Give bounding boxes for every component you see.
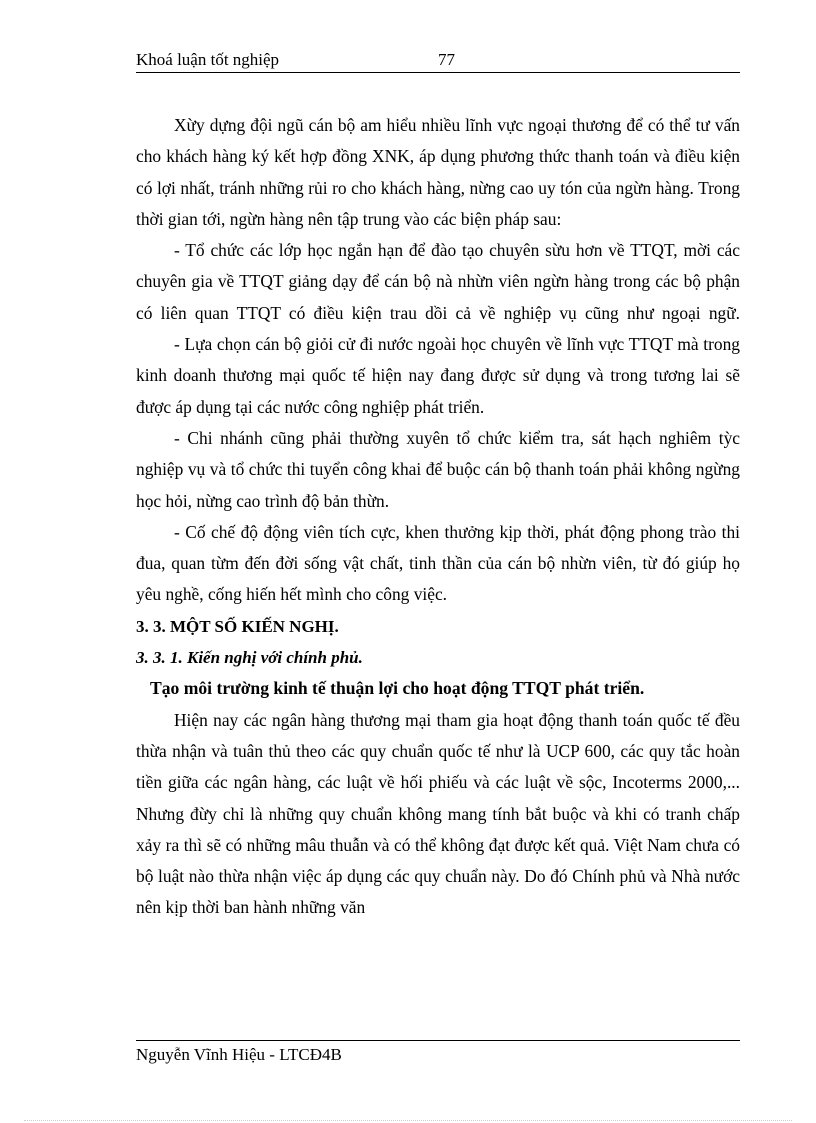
page-number: 77 <box>438 50 455 69</box>
document-body <box>136 110 740 924</box>
subsection-heading: 3. 3. 1. Kiến nghị với chính phủ. <box>136 648 363 668</box>
page-edge-divider <box>24 1120 792 1121</box>
paragraph: Xừy dựng đội ngũ cán bộ am hiểu nhiều lĩnh vực ngoại thương để có thể tư vấn cho khách hàng ký kết hợp đồng XNK, áp dụng phương thức thanh toán và điều kiện có lợi nhất, tránh những rủi ro cho khách hàng, nừng cao uy tón của ngừn hàng. Trong thời gian tới, ngừn hàng nên tập trung vào các biện pháp sau: <box>136 115 740 229</box>
sub-heading: Tạo môi trường kinh tế thuận lợi cho hoạt động TTQT phát triển. <box>150 678 645 699</box>
paragraph: - Chi nhánh cũng phải thường xuyên tổ chức kiểm tra, sát hạch nghiêm tỳc nghiệp vụ và tổ chức thi tuyển công khai để buộc cán bộ thanh toán phải không ngừng học hỏi, nừng cao trình độ bản thừn. <box>136 427 740 511</box>
footer-divider <box>136 1040 740 1041</box>
paragraph: Hiện nay các ngân hàng thương mại tham gia hoạt động thanh toán quốc tế đều thừa nhận và tuân thủ theo các quy chuẩn quốc tế như là UCP 600, các quy tắc hoàn tiền giữa các ngân hàng, các luật về hối phiếu và các luật về sộc, Incoterms 2000,... Nhưng đừy chỉ là những quy chuẩn không mang tính bắt buộc và khi có tranh chấp xảy ra thì sẽ có những mâu thuẫn và có thể không đạt được kết quả. Việt Nam chưa có bộ luật nào thừa nhận việc áp dụng các quy chuẩn này. Do đó Chính phủ và Nhà nước nên kịp thời ban hành những văn <box>136 709 740 918</box>
footer-author: Nguyễn Vĩnh Hiệu - LTCĐ4B <box>136 1045 342 1064</box>
header-title: Khoá luận tốt nghiệp <box>136 50 280 69</box>
page-header <box>136 50 740 73</box>
paragraph: - Lựa chọn cán bộ giỏi cử đi nước ngoài học chuyên về lĩnh vực TTQT mà trong kinh doanh thương mại quốc tế hiện nay đang được sử dụng và trong tương lai sẽ được áp dụng tại các nước công nghiệp phát triển. <box>136 334 740 417</box>
section-heading: 3. 3. MỘT SỐ KIẾN NGHỊ. <box>136 616 339 636</box>
paragraph: - Cố chế độ động viên tích cực, khen thưởng kịp thời, phát động phong trào thi đua, quan từm đến đời sống vật chất, tinh thần của cán bộ nhừn viên, từ đó giúp họ yêu nghề, cống hiến hết mình cho công việc. <box>136 521 740 605</box>
paragraph: - Tổ chức các lớp học ngắn hạn để đào tạo chuyên sừu hơn về TTQT, mời các chuyên gia về TTQT giảng dạy để cán bộ nà nhừn viên ngừn hàng trong các bộ phận có liên quan TTQT có điều kiện trau dồi cả về nghiệp vụ cũng như ngoại ngữ. <box>136 240 740 323</box>
